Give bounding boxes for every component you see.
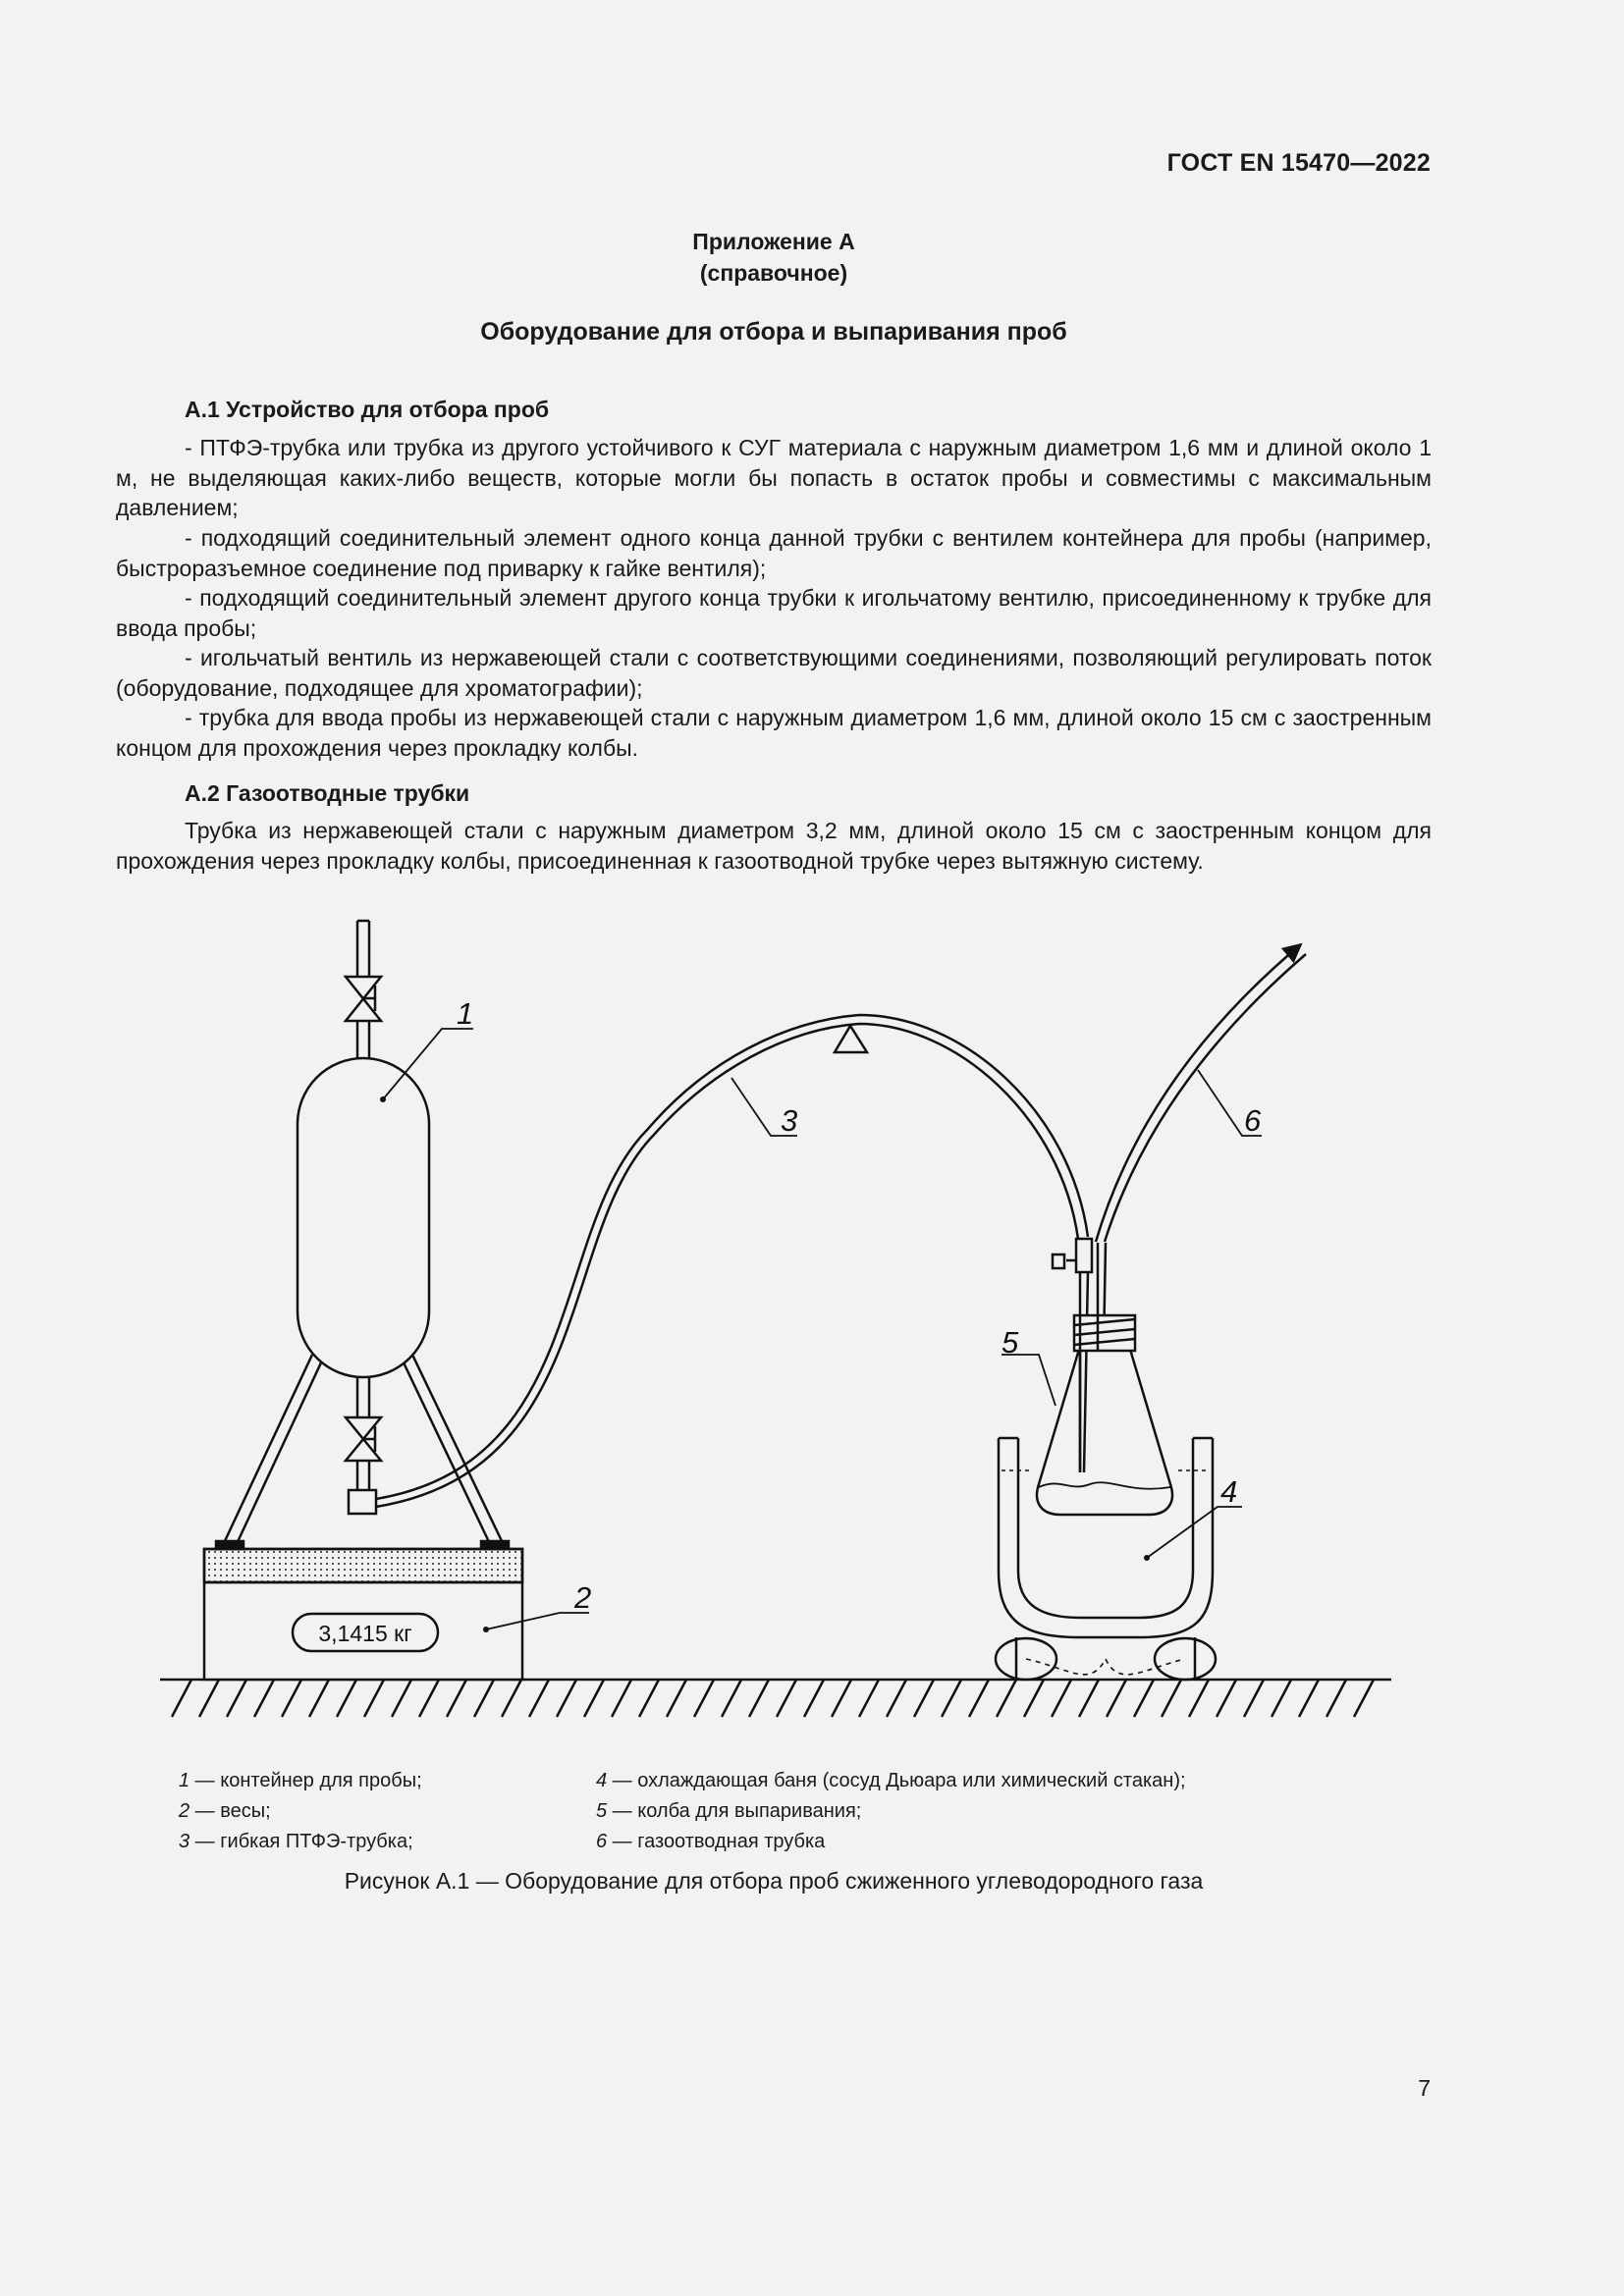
section-a1-item-1: - ПТФЭ-трубка или трубка из другого устойчивого к СУГ материала с наружным диаметром 1,6 мм и длиной около 1 м, не выделяющая каких-либо веществ, которые могли бы попасть в остаток пробы и совместимы с максимальным давлением;: [116, 435, 1432, 520]
cooling-bath: [996, 1438, 1216, 1680]
legend-item: 1 — контейнер для пробы;: [179, 1770, 422, 1791]
scale-balance: [204, 1541, 522, 1680]
legend-left: [179, 1766, 422, 1857]
appendix-subtitle: (справочное): [699, 260, 848, 286]
legend-item: 4 — охлаждающая баня (сосуд Дьюара или химический стакан);: [596, 1770, 1186, 1791]
legend-item: 3 — гибкая ПТФЭ-трубка;: [179, 1831, 413, 1852]
label-2: 2: [574, 1580, 592, 1615]
section-a1-item-2: - подходящий соединительный элемент одного конца данной трубки с вентилем контейнера для пробы (например, быстроразъемное соединение под приварку к гайке вентиля);: [116, 525, 1432, 581]
legend-right: [596, 1766, 1186, 1857]
sample-container: [298, 921, 429, 1514]
ptfe-tube: [376, 1015, 1088, 1507]
legend-item: 2 — весы;: [179, 1800, 271, 1822]
page-title: Оборудование для отбора и выпаривания проб: [480, 318, 1067, 346]
evaporation-flask: [1001, 1315, 1210, 1515]
legend-item: 6 — газоотводная трубка: [596, 1831, 826, 1852]
container-stand: [224, 1355, 503, 1546]
section-a1-item-3: - подходящий соединительный элемент другого конца трубки к игольчатому вентилю, присоединенному к трубке для ввода пробы;: [116, 585, 1432, 641]
appendix-title: Приложение А: [692, 229, 855, 254]
label-6: 6: [1244, 1103, 1262, 1138]
section-a2-heading: А.2 Газоотводные трубки: [185, 780, 470, 806]
section-a2-text: Трубка из нержавеющей стали с наружным диаметром 3,2 мм, длиной около 15 см с заостренным концом для прохождения через прокладку колбы, присоединенная к газоотводной трубке через вытяжную систему.: [116, 818, 1432, 874]
section-a1-item-4: - игольчатый вентиль из нержавеющей стали с соответствующими соединениями, позволяющий регулировать поток (оборудование, подходящее для хроматографии);: [116, 645, 1432, 701]
figure-caption: Рисунок А.1 — Оборудование для отбора проб сжиженного углеводородного газа: [344, 1868, 1204, 1894]
ground-hatch: [160, 1680, 1391, 1717]
label-3: 3: [781, 1103, 798, 1138]
section-a1-heading: А.1 Устройство для отбора проб: [185, 397, 550, 422]
legend-item: 5 — колба для выпаривания;: [596, 1800, 862, 1822]
section-a1-item-5: - трубка для ввода пробы из нержавеющей стали с наружным диаметром 1,6 мм, длиной около 15 см с заостренным концом для прохождения через прокладку колбы.: [116, 705, 1432, 761]
label-4: 4: [1220, 1474, 1238, 1509]
page-number: 7: [1418, 2075, 1431, 2101]
label-5: 5: [1001, 1325, 1019, 1360]
label-1: 1: [457, 996, 474, 1031]
gas-outlet-tube: [1096, 944, 1306, 1242]
scale-display: 3,1415 кг: [318, 1621, 412, 1646]
document-number: ГОСТ EN 15470—2022: [1166, 149, 1431, 177]
